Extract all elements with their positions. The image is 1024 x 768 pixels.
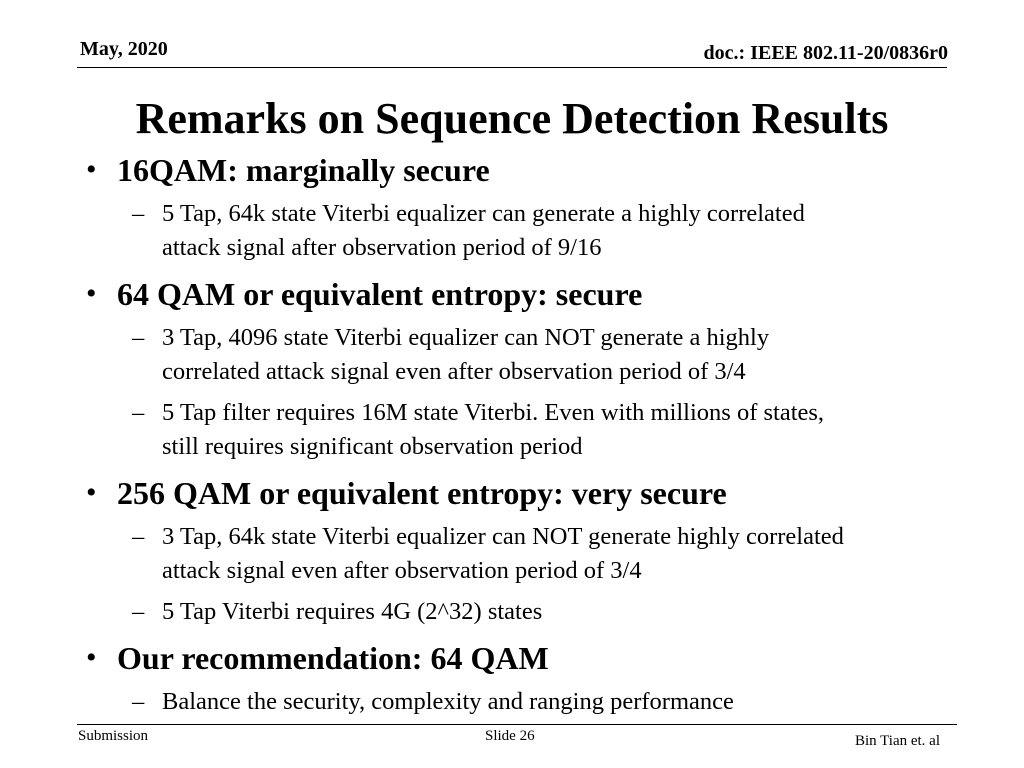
slide-title: Remarks on Sequence Detection Results <box>135 94 889 143</box>
bullet-text: Our recommendation: 64 QAM <box>117 640 549 676</box>
sub-bullet-text: 5 Tap Viterbi requires 4G (2^32) states <box>162 598 543 625</box>
sub-bullet-text: 5 Tap, 64k state Viterbi equalizer can generate a highly correlated <box>162 200 805 227</box>
footer-author: Bin Tian et. al <box>854 733 940 749</box>
bullet-dot-icon: • <box>86 476 97 509</box>
sub-bullet-text: Balance the security, complexity and ranging performance <box>162 688 734 715</box>
dash-icon: – <box>132 324 145 351</box>
sub-bullet-text: 3 Tap, 4096 state Viterbi equalizer can NOT generate a highly <box>162 324 770 351</box>
bullet-dot-icon: • <box>86 153 97 186</box>
dash-icon: – <box>132 688 145 715</box>
dash-icon: – <box>132 200 145 227</box>
sub-bullet-text: still requires significant observation period <box>162 433 583 460</box>
dash-icon: – <box>132 399 145 426</box>
header-doc-id: doc.: IEEE 802.11-20/0836r0 <box>703 42 948 64</box>
sub-bullet-text: attack signal even after observation period of 3/4 <box>162 557 642 584</box>
bullet-text: 16QAM: marginally secure <box>117 152 490 188</box>
bullet-dot-icon: • <box>86 641 97 674</box>
dash-icon: – <box>132 598 145 625</box>
sub-bullet-text: attack signal after observation period of 9/16 <box>162 234 602 261</box>
bullet-text: 256 QAM or equivalent entropy: very secure <box>117 475 727 511</box>
footer-submission: Submission <box>78 728 149 744</box>
bullet-dot-icon: • <box>86 277 97 310</box>
footer-rule <box>77 724 957 725</box>
dash-icon: – <box>132 523 145 550</box>
sub-bullet-text: correlated attack signal even after observation period of 3/4 <box>162 358 746 385</box>
sub-bullet-text: 5 Tap filter requires 16M state Viterbi. Even with millions of states, <box>162 399 825 426</box>
bullet-text: 64 QAM or equivalent entropy: secure <box>117 276 643 312</box>
header-date: May, 2020 <box>80 38 168 60</box>
footer-slide-number: Slide 26 <box>485 728 535 744</box>
sub-bullet-text: 3 Tap, 64k state Viterbi equalizer can NOT generate highly correlated <box>162 523 844 550</box>
